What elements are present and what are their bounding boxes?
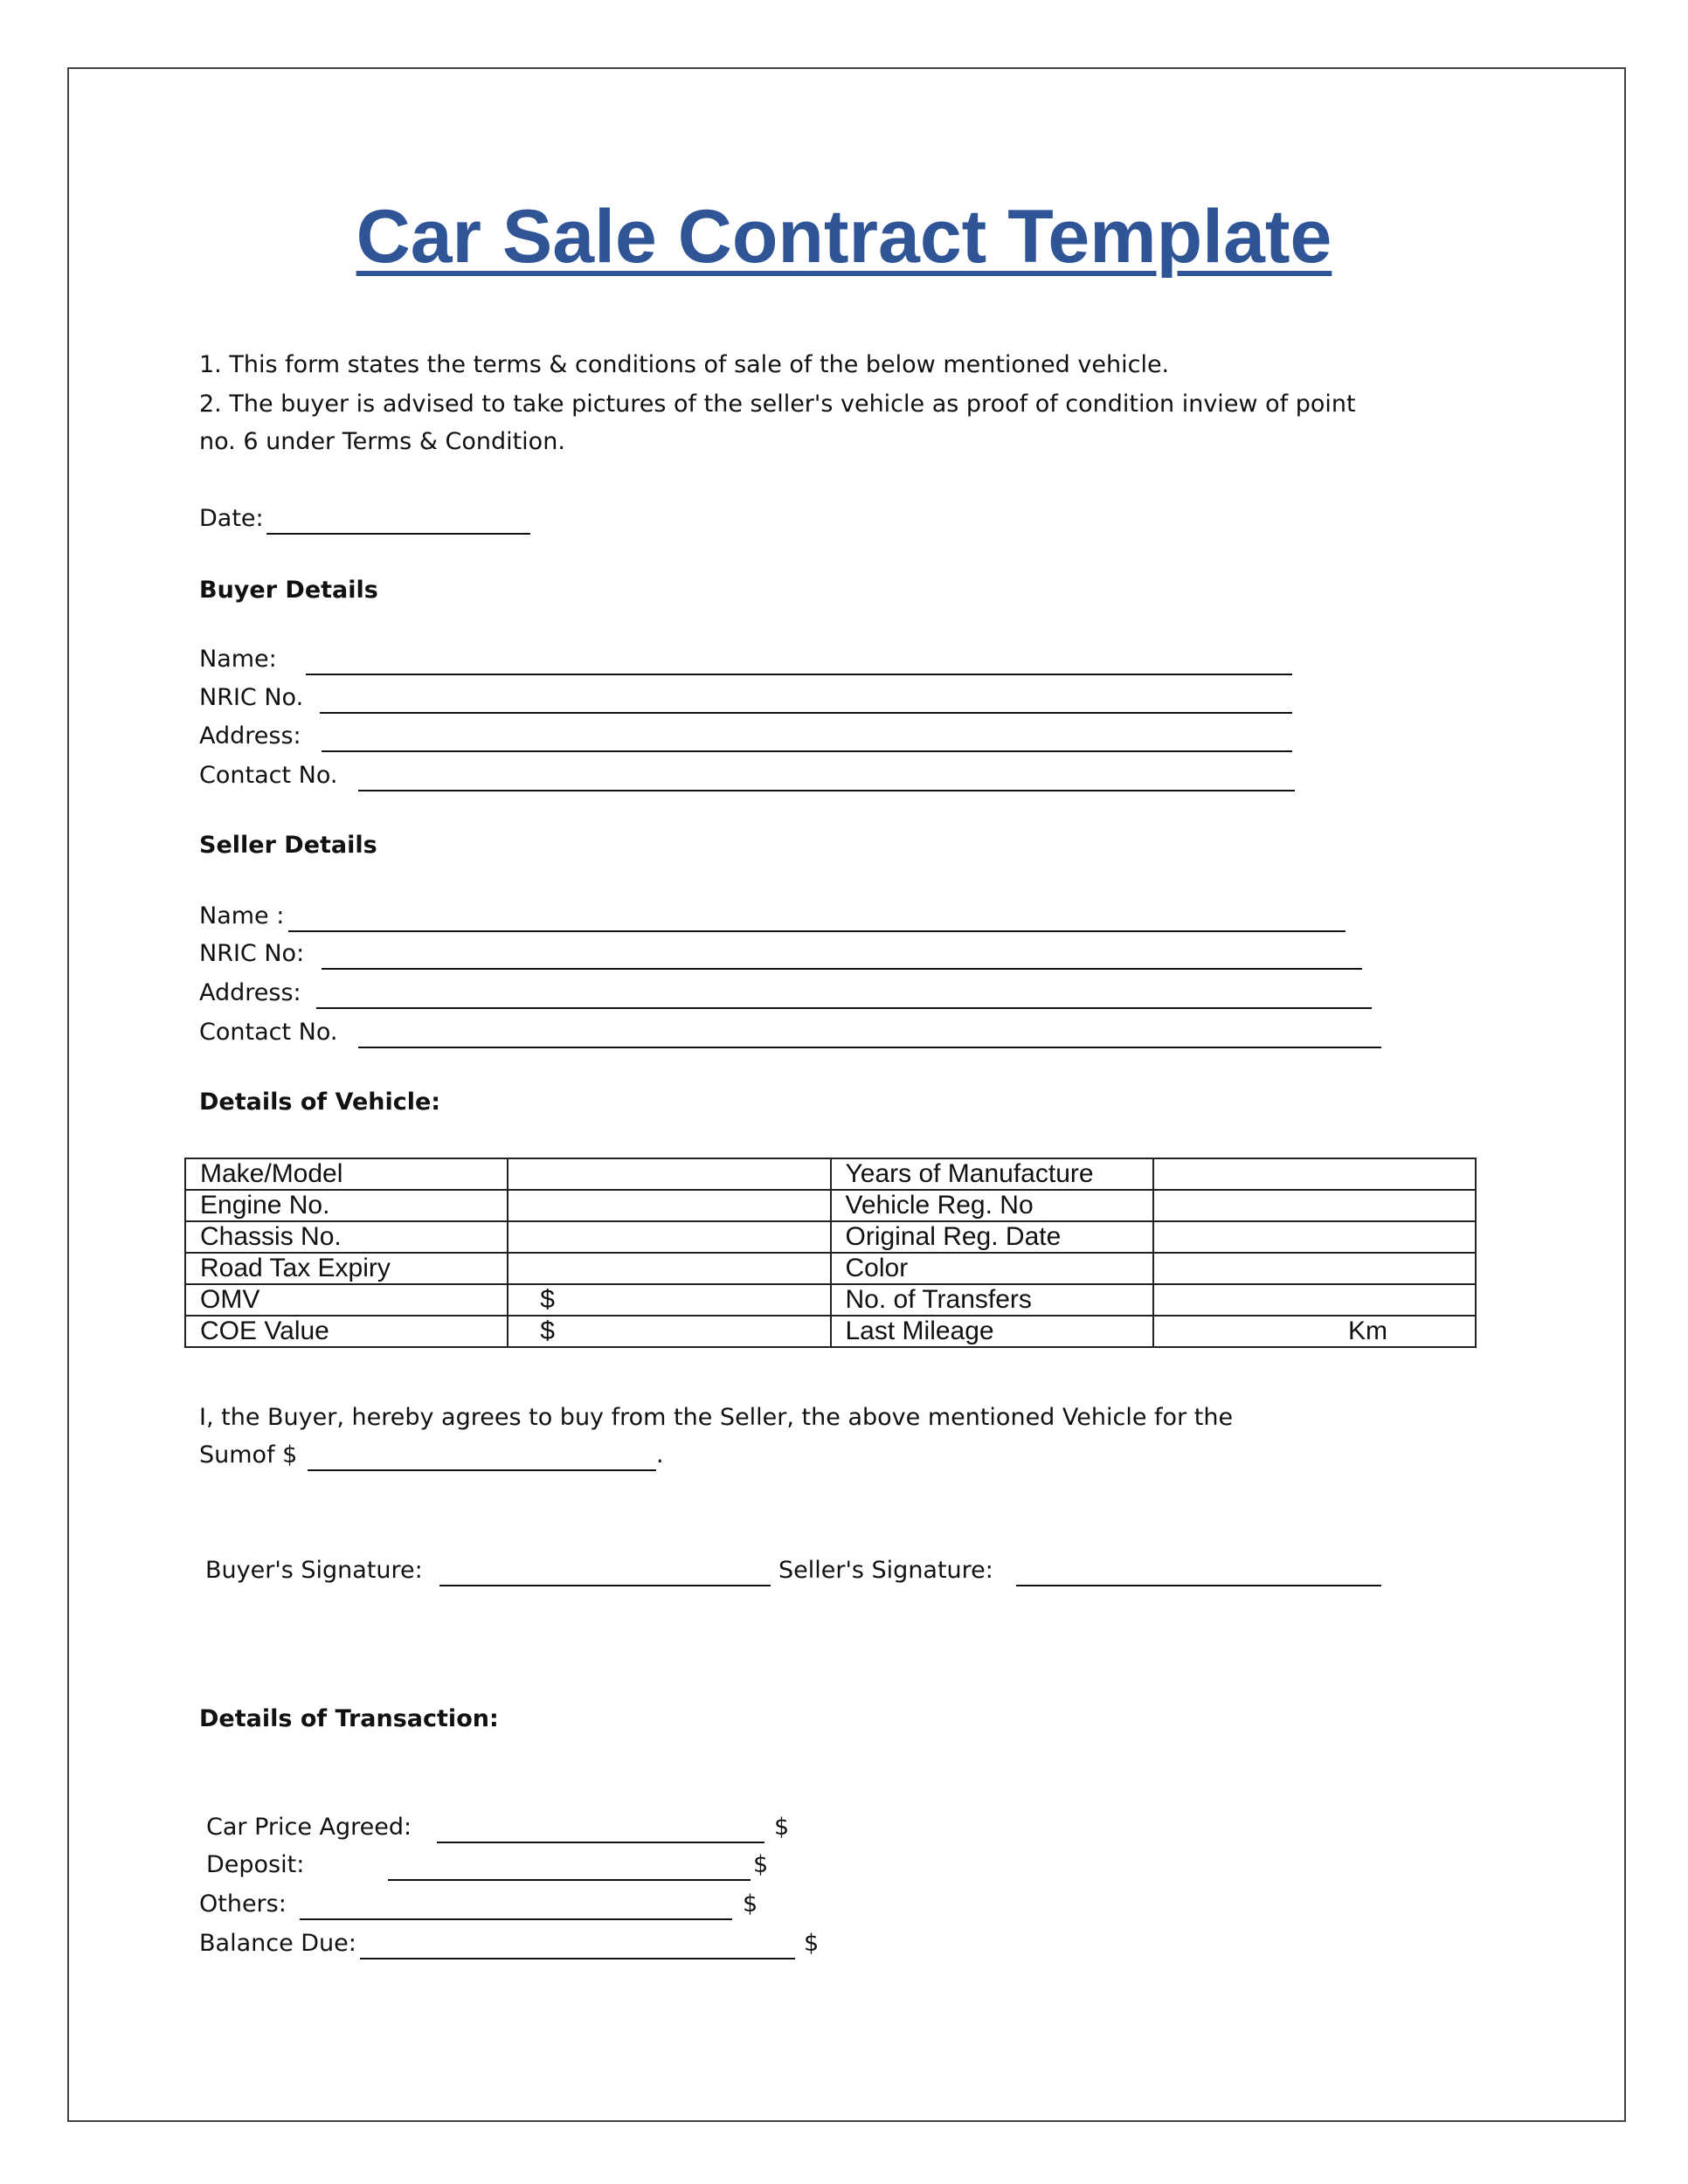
others-field[interactable] [300, 1918, 732, 1920]
table-label-cell: Chassis No. [185, 1221, 508, 1253]
table-label-cell: Color [831, 1253, 1153, 1284]
table-value-cell[interactable] [1153, 1190, 1476, 1221]
vehicle-details-table [184, 1158, 1477, 1348]
table-value-cell[interactable]: $ [508, 1316, 830, 1347]
page-title: Car Sale Contract Template [356, 195, 1332, 279]
balance-label: Balance Due: [199, 1930, 356, 1957]
table-value-cell[interactable]: $ [508, 1284, 830, 1316]
table-label-cell: Original Reg. Date [831, 1221, 1153, 1253]
table-value-cell[interactable] [1153, 1158, 1476, 1190]
buyer-name-label: Name: [199, 646, 277, 673]
car-price-label: Car Price Agreed: [206, 1814, 412, 1841]
seller-heading: Seller Details [199, 832, 377, 859]
table-label-cell: Last Mileage [831, 1316, 1153, 1347]
table-row [185, 1158, 1476, 1190]
car-price-currency: $ [774, 1814, 790, 1841]
seller-address-label: Address: [199, 979, 301, 1006]
table-label-cell: Make/Model [185, 1158, 508, 1190]
transaction-heading: Details of Transaction: [199, 1705, 499, 1732]
seller-signature-field[interactable] [1016, 1585, 1381, 1586]
table-label-cell: Engine No. [185, 1190, 508, 1221]
table-label-cell: Years of Manufacture [831, 1158, 1153, 1190]
deposit-field[interactable] [388, 1879, 751, 1881]
others-label: Others: [199, 1890, 287, 1918]
table-label-cell: COE Value [185, 1316, 508, 1347]
table-value-cell[interactable] [1153, 1221, 1476, 1253]
seller-contact-field[interactable] [358, 1047, 1381, 1048]
agreement-sum-label: Sumof $ [199, 1441, 298, 1469]
seller-contact-label: Contact No. [199, 1019, 338, 1046]
balance-currency: $ [804, 1930, 820, 1957]
buyer-signature-label: Buyer's Signature: [205, 1557, 423, 1584]
buyer-address-label: Address: [199, 722, 301, 750]
deposit-label: Deposit: [206, 1851, 305, 1878]
balance-field[interactable] [360, 1958, 795, 1959]
table-value-cell[interactable]: Km [1153, 1316, 1476, 1347]
seller-address-field[interactable] [316, 1007, 1372, 1009]
date-field[interactable] [266, 533, 530, 535]
vehicle-heading: Details of Vehicle: [199, 1089, 441, 1116]
table-value-cell[interactable] [508, 1253, 830, 1284]
buyer-contact-field[interactable] [358, 790, 1295, 791]
table-value-cell[interactable] [508, 1158, 830, 1190]
table-row [185, 1284, 1476, 1316]
buyer-address-field[interactable] [322, 750, 1292, 752]
table-row [185, 1316, 1476, 1347]
table-value-cell[interactable] [508, 1190, 830, 1221]
intro-line-2: 2. The buyer is advised to take pictures of the seller's vehicle as proof of condition inview of point [199, 390, 1356, 418]
car-price-field[interactable] [437, 1842, 764, 1843]
agreement-period: . [656, 1441, 664, 1469]
seller-signature-label: Seller's Signature: [778, 1557, 993, 1584]
agreement-line-1: I, the Buyer, hereby agrees to buy from the Seller, the above mentioned Vehicle for the [199, 1404, 1234, 1431]
buyer-nric-label: NRIC No. [199, 684, 304, 711]
intro-line-3: no. 6 under Terms & Condition. [199, 428, 565, 455]
deposit-currency: $ [753, 1851, 769, 1878]
buyer-contact-label: Contact No. [199, 762, 338, 789]
table-row [185, 1190, 1476, 1221]
date-label: Date: [199, 505, 264, 532]
table-value-cell[interactable] [508, 1221, 830, 1253]
table-value-cell[interactable] [1153, 1253, 1476, 1284]
buyer-nric-field[interactable] [320, 712, 1292, 714]
table-value-cell[interactable] [1153, 1284, 1476, 1316]
others-currency: $ [743, 1890, 758, 1918]
buyer-signature-field[interactable] [439, 1585, 771, 1586]
buyer-heading: Buyer Details [199, 577, 378, 604]
seller-nric-label: NRIC No: [199, 940, 305, 967]
seller-name-field[interactable] [288, 930, 1346, 932]
table-row [185, 1253, 1476, 1284]
buyer-name-field[interactable] [306, 674, 1292, 675]
table-label-cell: OMV [185, 1284, 508, 1316]
seller-name-label: Name : [199, 902, 285, 930]
seller-nric-field[interactable] [322, 968, 1362, 970]
agreement-sum-field[interactable] [308, 1469, 656, 1471]
table-row [185, 1221, 1476, 1253]
intro-line-1: 1. This form states the terms & conditions of sale of the below mentioned vehicle. [199, 351, 1170, 378]
table-label-cell: Vehicle Reg. No [831, 1190, 1153, 1221]
table-label-cell: Road Tax Expiry [185, 1253, 508, 1284]
table-label-cell: No. of Transfers [831, 1284, 1153, 1316]
